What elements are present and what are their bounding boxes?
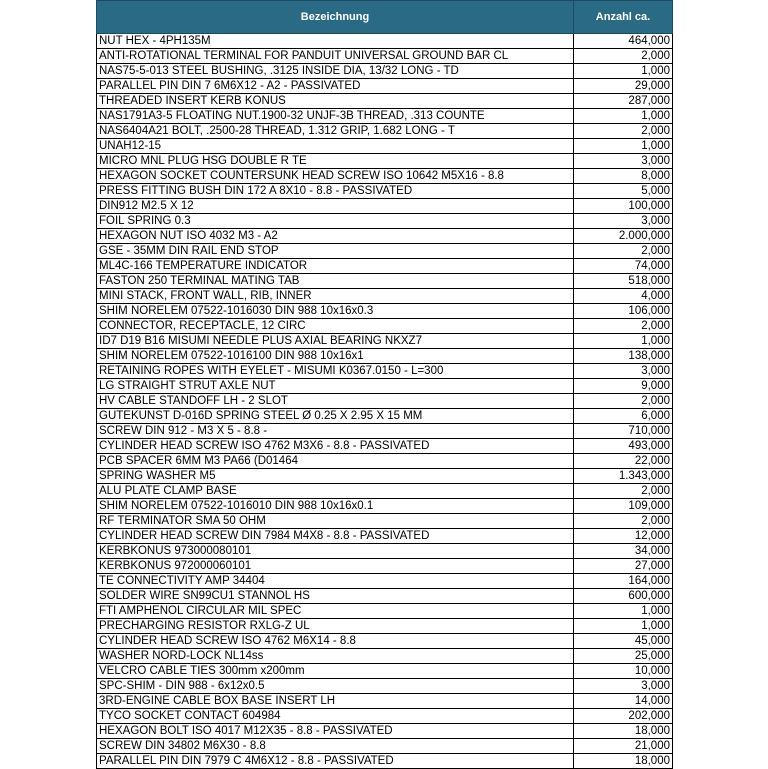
item-name-cell: SCREW DIN 34802 M6X30 - 8.8 bbox=[97, 739, 574, 754]
table-row bbox=[97, 64, 673, 79]
item-quantity-cell: 3,000 bbox=[574, 154, 673, 169]
table-row bbox=[97, 739, 673, 754]
table-row bbox=[97, 574, 673, 589]
table-row bbox=[97, 709, 673, 724]
item-name-cell: CONNECTOR, RECEPTACLE, 12 CIRC bbox=[97, 319, 574, 334]
table-row bbox=[97, 349, 673, 364]
table-row bbox=[97, 514, 673, 529]
item-name-cell: CYLINDER HEAD SCREW ISO 4762 M3X6 - 8.8 - PASSIVATED bbox=[97, 439, 574, 454]
table-row bbox=[97, 79, 673, 94]
item-quantity-cell: 2.000,000 bbox=[574, 229, 673, 244]
table-row bbox=[97, 319, 673, 334]
item-name-cell: TYCO SOCKET CONTACT 604984 bbox=[97, 709, 574, 724]
item-quantity-cell: 710,000 bbox=[574, 424, 673, 439]
item-quantity-cell: 1,000 bbox=[574, 64, 673, 79]
item-quantity-cell: 1,000 bbox=[574, 139, 673, 154]
item-quantity-cell: 27,000 bbox=[574, 559, 673, 574]
item-name-cell: NAS6404A21 BOLT, .2500-28 THREAD, 1.312 GRIP, 1.682 LONG - T bbox=[97, 124, 574, 139]
item-quantity-cell: 1,000 bbox=[574, 334, 673, 349]
item-quantity-cell: 3,000 bbox=[574, 364, 673, 379]
table-row bbox=[97, 694, 673, 709]
item-name-cell: VELCRO CABLE TIES 300mm x200mm bbox=[97, 664, 574, 679]
item-name-cell: UNAH12-15 bbox=[97, 139, 574, 154]
table-row bbox=[97, 559, 673, 574]
item-name-cell: DIN912 M2.5 X 12 bbox=[97, 199, 574, 214]
item-name-cell: PRECHARGING RESISTOR RXLG-Z UL bbox=[97, 619, 574, 634]
item-name-cell: ANTI-ROTATIONAL TERMINAL FOR PANDUIT UNIVERSAL GROUND BAR CL bbox=[97, 49, 574, 64]
table-row bbox=[97, 139, 673, 154]
item-quantity-cell: 8,000 bbox=[574, 169, 673, 184]
item-name-cell: ML4C-166 TEMPERATURE INDICATOR bbox=[97, 259, 574, 274]
item-name-cell: NAS1791A3-5 FLOATING NUT.1900-32 UNJF-3B THREAD, .313 COUNTE bbox=[97, 109, 574, 124]
item-quantity-cell: 2,000 bbox=[574, 244, 673, 259]
table-row bbox=[97, 454, 673, 469]
item-quantity-cell: 4,000 bbox=[574, 289, 673, 304]
item-quantity-cell: 2,000 bbox=[574, 124, 673, 139]
item-name-cell: SOLDER WIRE SN99CU1 STANNOL HS bbox=[97, 589, 574, 604]
item-quantity-cell: 21,000 bbox=[574, 739, 673, 754]
item-quantity-cell: 18,000 bbox=[574, 754, 673, 769]
table-row bbox=[97, 259, 673, 274]
table-row bbox=[97, 274, 673, 289]
table-row bbox=[97, 724, 673, 739]
table-row bbox=[97, 304, 673, 319]
item-quantity-cell: 22,000 bbox=[574, 454, 673, 469]
item-quantity-cell: 2,000 bbox=[574, 484, 673, 499]
item-quantity-cell: 600,000 bbox=[574, 589, 673, 604]
table-row bbox=[97, 544, 673, 559]
item-quantity-cell: 138,000 bbox=[574, 349, 673, 364]
item-name-cell: ALU PLATE CLAMP BASE bbox=[97, 484, 574, 499]
item-quantity-cell: 202,000 bbox=[574, 709, 673, 724]
item-quantity-cell: 18,000 bbox=[574, 724, 673, 739]
table-row bbox=[97, 634, 673, 649]
item-name-cell: SHIM NORELEM 07522-1016100 DIN 988 10x16x1 bbox=[97, 349, 574, 364]
table-row bbox=[97, 94, 673, 109]
column-header-quantity: Anzahl ca. bbox=[574, 1, 673, 34]
item-quantity-cell: 2,000 bbox=[574, 394, 673, 409]
item-quantity-cell: 12,000 bbox=[574, 529, 673, 544]
table-row bbox=[97, 424, 673, 439]
item-quantity-cell: 164,000 bbox=[574, 574, 673, 589]
item-quantity-cell: 1,000 bbox=[574, 619, 673, 634]
item-name-cell: NAS75-5-013 STEEL BUSHING, .3125 INSIDE DIA, 13/32 LONG - TD bbox=[97, 64, 574, 79]
item-quantity-cell: 45,000 bbox=[574, 634, 673, 649]
table-row bbox=[97, 184, 673, 199]
item-name-cell: HEXAGON NUT ISO 4032 M3 - A2 bbox=[97, 229, 574, 244]
item-quantity-cell: 2,000 bbox=[574, 514, 673, 529]
item-quantity-cell: 34,000 bbox=[574, 544, 673, 559]
item-name-cell: KERBKONUS 972000060101 bbox=[97, 559, 574, 574]
table-row bbox=[97, 229, 673, 244]
item-quantity-cell: 1.343,000 bbox=[574, 469, 673, 484]
item-quantity-cell: 14,000 bbox=[574, 694, 673, 709]
item-quantity-cell: 2,000 bbox=[574, 49, 673, 64]
item-name-cell: PARALLEL PIN DIN 7 6M6X12 - A2 - PASSIVATED bbox=[97, 79, 574, 94]
item-name-cell: MICRO MNL PLUG HSG DOUBLE R TE bbox=[97, 154, 574, 169]
parts-table bbox=[96, 0, 673, 769]
table-row bbox=[97, 754, 673, 769]
table-row bbox=[97, 334, 673, 349]
table-row bbox=[97, 484, 673, 499]
item-name-cell: FASTON 250 TERMINAL MATING TAB bbox=[97, 274, 574, 289]
item-name-cell: RF TERMINATOR SMA 50 OHM bbox=[97, 514, 574, 529]
item-quantity-cell: 109,000 bbox=[574, 499, 673, 514]
table-row bbox=[97, 364, 673, 379]
item-quantity-cell: 9,000 bbox=[574, 379, 673, 394]
item-name-cell: HEXAGON BOLT ISO 4017 M12X35 - 8.8 - PASSIVATED bbox=[97, 724, 574, 739]
table-row bbox=[97, 199, 673, 214]
item-name-cell: HV CABLE STANDOFF LH - 2 SLOT bbox=[97, 394, 574, 409]
table-row bbox=[97, 439, 673, 454]
item-name-cell: SCREW DIN 912 - M3 X 5 - 8.8 - bbox=[97, 424, 574, 439]
table-row bbox=[97, 34, 673, 49]
table-row bbox=[97, 169, 673, 184]
item-name-cell: FTI AMPHENOL CIRCULAR MIL SPEC bbox=[97, 604, 574, 619]
table-row bbox=[97, 109, 673, 124]
table-row bbox=[97, 214, 673, 229]
item-quantity-cell: 6,000 bbox=[574, 409, 673, 424]
item-quantity-cell: 1,000 bbox=[574, 109, 673, 124]
column-header-name: Bezeichnung bbox=[97, 1, 574, 34]
table-row bbox=[97, 649, 673, 664]
table-row bbox=[97, 379, 673, 394]
item-name-cell: RETAINING ROPES WITH EYELET - MISUMI K0367.0150 - L=300 bbox=[97, 364, 574, 379]
item-name-cell: WASHER NORD-LOCK NL14ss bbox=[97, 649, 574, 664]
item-name-cell: ID7 D19 B16 MISUMI NEEDLE PLUS AXIAL BEARING NKXZ7 bbox=[97, 334, 574, 349]
table-row bbox=[97, 619, 673, 634]
item-name-cell: PARALLEL PIN DIN 7979 C 4M6X12 - 8.8 - PASSIVATED bbox=[97, 754, 574, 769]
item-quantity-cell: 2,000 bbox=[574, 319, 673, 334]
item-name-cell: KERBKONUS 973000080101 bbox=[97, 544, 574, 559]
item-name-cell: TE CONNECTIVITY AMP 34404 bbox=[97, 574, 574, 589]
table-row bbox=[97, 124, 673, 139]
item-name-cell: PCB SPACER 6MM M3 PA66 (D01464 bbox=[97, 454, 574, 469]
item-quantity-cell: 493,000 bbox=[574, 439, 673, 454]
item-quantity-cell: 10,000 bbox=[574, 664, 673, 679]
item-quantity-cell: 100,000 bbox=[574, 199, 673, 214]
item-name-cell: HEXAGON SOCKET COUNTERSUNK HEAD SCREW ISO 10642 M5X16 - 8.8 bbox=[97, 169, 574, 184]
table-row bbox=[97, 469, 673, 484]
item-name-cell: LG STRAIGHT STRUT AXLE NUT bbox=[97, 379, 574, 394]
item-quantity-cell: 29,000 bbox=[574, 79, 673, 94]
table-row bbox=[97, 409, 673, 424]
item-name-cell: SPC-SHIM - DIN 988 - 6x12x0.5 bbox=[97, 679, 574, 694]
item-quantity-cell: 3,000 bbox=[574, 214, 673, 229]
table-row bbox=[97, 244, 673, 259]
table-body bbox=[97, 34, 673, 769]
item-name-cell: MINI STACK, FRONT WALL, RIB, INNER bbox=[97, 289, 574, 304]
table-row bbox=[97, 529, 673, 544]
item-name-cell: SHIM NORELEM 07522-1016030 DIN 988 10x16x0.3 bbox=[97, 304, 574, 319]
item-quantity-cell: 287,000 bbox=[574, 94, 673, 109]
item-quantity-cell: 106,000 bbox=[574, 304, 673, 319]
table-row bbox=[97, 49, 673, 64]
item-name-cell: SHIM NORELEM 07522-1016010 DIN 988 10x16x0.1 bbox=[97, 499, 574, 514]
item-quantity-cell: 518,000 bbox=[574, 274, 673, 289]
table-row bbox=[97, 589, 673, 604]
item-quantity-cell: 74,000 bbox=[574, 259, 673, 274]
item-name-cell: GUTEKUNST D-016D SPRING STEEL Ø 0.25 X 2.95 X 15 MM bbox=[97, 409, 574, 424]
item-name-cell: SPRING WASHER M5 bbox=[97, 469, 574, 484]
table-row bbox=[97, 664, 673, 679]
table-row bbox=[97, 154, 673, 169]
item-quantity-cell: 464,000 bbox=[574, 34, 673, 49]
item-name-cell: FOIL SPRING 0.3 bbox=[97, 214, 574, 229]
item-name-cell: THREADED INSERT KERB KONUS bbox=[97, 94, 574, 109]
item-name-cell: CYLINDER HEAD SCREW DIN 7984 M4X8 - 8.8 - PASSIVATED bbox=[97, 529, 574, 544]
item-name-cell: PRESS FITTING BUSH DIN 172 A 8X10 - 8.8 - PASSIVATED bbox=[97, 184, 574, 199]
item-quantity-cell: 3,000 bbox=[574, 679, 673, 694]
item-quantity-cell: 5,000 bbox=[574, 184, 673, 199]
item-name-cell: NUT HEX - 4PH135M bbox=[97, 34, 574, 49]
table-header-row bbox=[97, 1, 673, 34]
item-name-cell: 3RD-ENGINE CABLE BOX BASE INSERT LH bbox=[97, 694, 574, 709]
item-quantity-cell: 25,000 bbox=[574, 649, 673, 664]
table-row bbox=[97, 289, 673, 304]
table-row bbox=[97, 499, 673, 514]
item-name-cell: GSE - 35MM DIN RAIL END STOP bbox=[97, 244, 574, 259]
item-name-cell: CYLINDER HEAD SCREW ISO 4762 M6X14 - 8.8 bbox=[97, 634, 574, 649]
table-row bbox=[97, 604, 673, 619]
item-quantity-cell: 1,000 bbox=[574, 604, 673, 619]
table-row bbox=[97, 394, 673, 409]
table-row bbox=[97, 679, 673, 694]
